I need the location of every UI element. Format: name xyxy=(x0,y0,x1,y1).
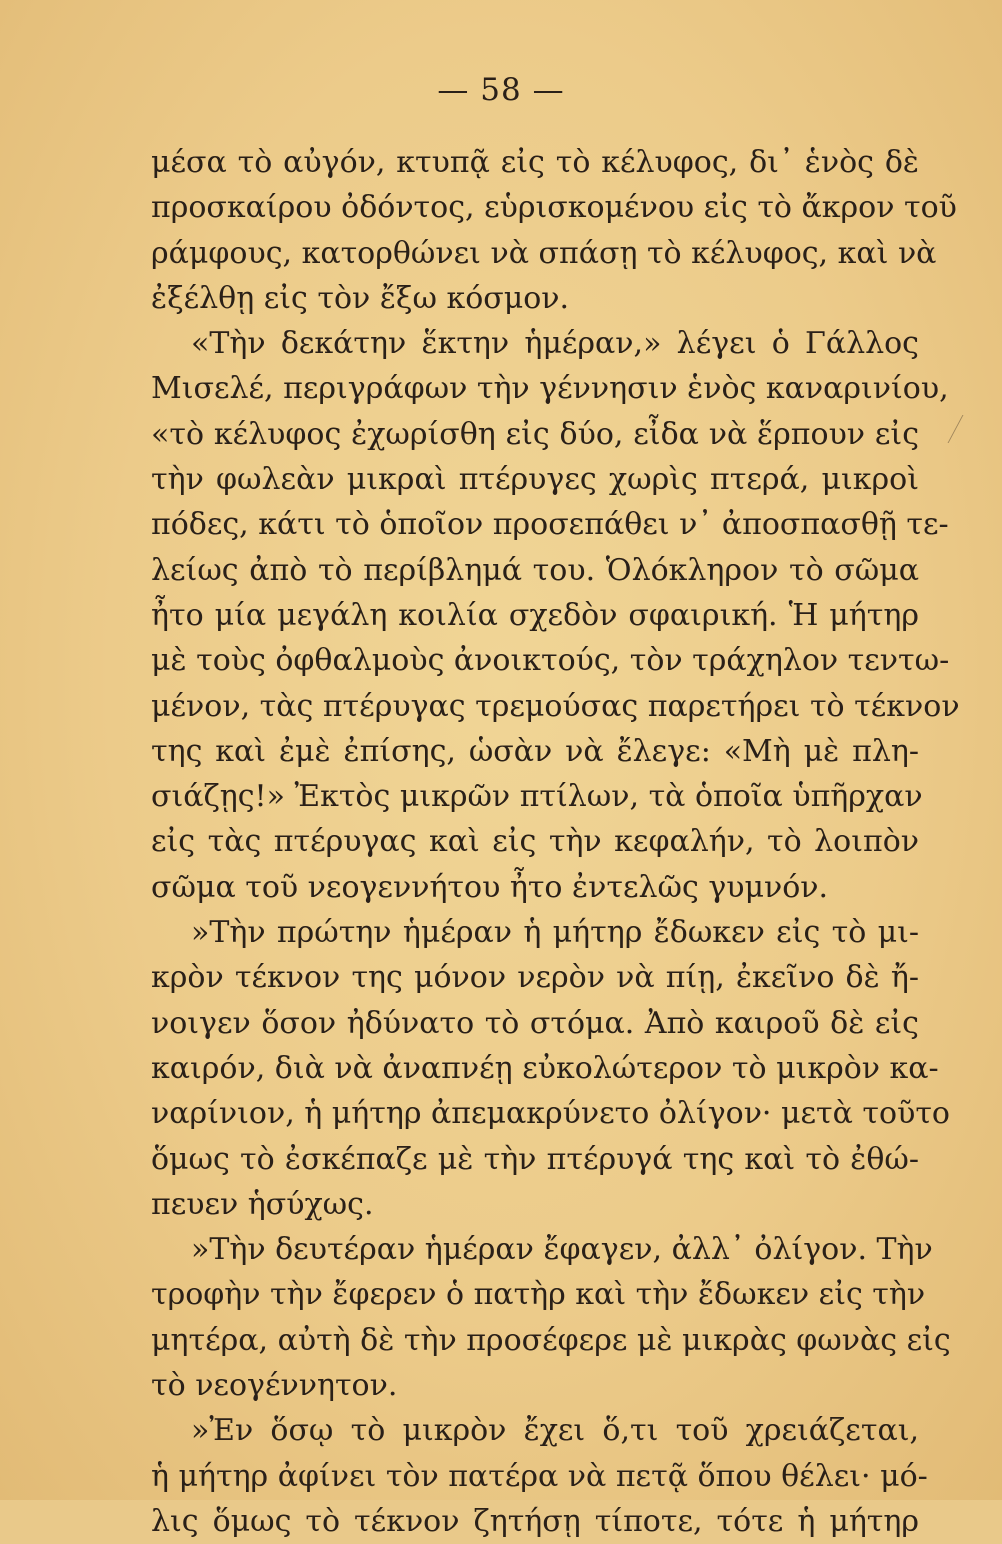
text-line: »Τὴν πρώτην ἡμέραν ἡ μήτηρ ἔδωκεν εἰς τὸ μι- xyxy=(191,915,919,951)
text-line: λις ὅμως τὸ τέκνον ζητήσῃ τίποτε, τότε ἡ μήτηρ xyxy=(151,1503,919,1539)
text-line: καιρόν, διὰ νὰ ἀναπνέῃ εὐκολώτερον τὸ μικρὸν κα- xyxy=(151,1050,939,1086)
text-line: »Ἐν ὅσῳ τὸ μικρὸν ἔχει ὅ,τι τοῦ χρειάζεται, xyxy=(191,1413,919,1449)
body-text xyxy=(151,140,960,1544)
text-line: σιάζῃς!» Ἐκτὸς μικρῶν πτίλων, τὰ ὁποῖα ὑπῆρχαν xyxy=(151,779,923,815)
page-number: — 58 — xyxy=(437,72,565,108)
text-line: τὴν φωλεὰν μικραὶ πτέρυγες χωρὶς πτερά, μικροὶ xyxy=(151,462,919,498)
text-line: ὅμως τὸ ἐσκέπαζε μὲ τὴν πτέρυγά της καὶ τὸ ἐθώ- xyxy=(151,1141,919,1177)
text-line: «τὸ κέλυφος ἐχωρίσθη εἰς δύο, εἶδα νὰ ἕρπουν εἰς xyxy=(151,416,919,452)
margin-pencil-mark xyxy=(948,415,982,443)
text-line: ράμφους, κατορθώνει νὰ σπάσῃ τὸ κέλυφος, καὶ νὰ xyxy=(151,235,937,271)
text-line: ναρίνιον, ἡ μήτηρ ἀπεμακρύνετο ὀλίγον· μετὰ τοῦτο xyxy=(151,1096,950,1132)
text-line: πόδες, κάτι τὸ ὁποῖον προσεπάθει ν᾿ ἀποσπασθῇ τε- xyxy=(151,507,949,543)
text-line: »Τὴν δευτέραν ἡμέραν ἔφαγεν, ἀλλ᾿ ὀλίγον. Τὴν xyxy=(191,1232,933,1268)
text-line: τὸ νεογέννητον. xyxy=(151,1368,398,1404)
text-line: προσκαίρου ὀδόντος, εὑρισκομένου εἰς τὸ ἄκρον τοῦ xyxy=(151,190,957,226)
text-line: πευεν ἡσύχως. xyxy=(151,1186,374,1222)
text-line: της καὶ ἐμὲ ἐπίσης, ὡσὰν νὰ ἔλεγε: «Μὴ μὲ πλη- xyxy=(151,733,919,769)
text-line: μητέρα, αὐτὴ δὲ τὴν προσέφερε μὲ μικρὰς φωνὰς εἰς xyxy=(151,1322,951,1358)
text-line: νοιγεν ὅσον ἠδύνατο τὸ στόμα. Ἀπὸ καιροῦ δὲ εἰς xyxy=(151,1005,919,1041)
text-line: εἰς τὰς πτέρυγας καὶ εἰς τὴν κεφαλήν, τὸ λοιπὸν xyxy=(151,824,919,860)
text-line: ἡ μήτηρ ἀφίνει τὸν πατέρα νὰ πετᾷ ὅπου θέλει· μό- xyxy=(151,1458,928,1494)
text-line: μέσα τὸ αὐγόν, κτυπᾷ εἰς τὸ κέλυφος, δι᾿ ἑνὸς δὲ xyxy=(151,145,919,180)
text-line: κρὸν τέκνον της μόνον νερὸν νὰ πίῃ, ἐκεῖνο δὲ ἤ- xyxy=(151,960,919,996)
text-line: Μισελέ, περιγράφων τὴν γέννησιν ἑνὸς καναρινίου, xyxy=(151,371,949,407)
text-line: μὲ τοὺς ὀφθαλμοὺς ἀνοικτούς, τὸν τράχηλον τεντω- xyxy=(151,643,950,679)
text-line: «Τὴν δεκάτην ἕκτην ἡμέραν,» λέγει ὁ Γάλλος xyxy=(191,326,919,362)
text-line: λείως ἀπὸ τὸ περίβλημά του. Ὁλόκληρον τὸ σῶμα xyxy=(151,552,919,588)
text-line: ἦτο μία μεγάλη κοιλία σχεδὸν σφαιρική. Ἡ μήτηρ xyxy=(151,597,919,633)
text-line: ἐξέλθῃ εἰς τὸν ἔξω κόσμον. xyxy=(151,280,570,316)
text-line: μένον, τὰς πτέρυγας τρεμούσας παρετήρει τὸ τέκνον xyxy=(151,688,960,724)
text-line: τροφὴν τὴν ἔφερεν ὁ πατὴρ καὶ τὴν ἔδωκεν εἰς τὴν xyxy=(151,1277,926,1313)
text-line: σῶμα τοῦ νεογεννήτου ἦτο ἐντελῶς γυμνόν. xyxy=(151,869,829,905)
